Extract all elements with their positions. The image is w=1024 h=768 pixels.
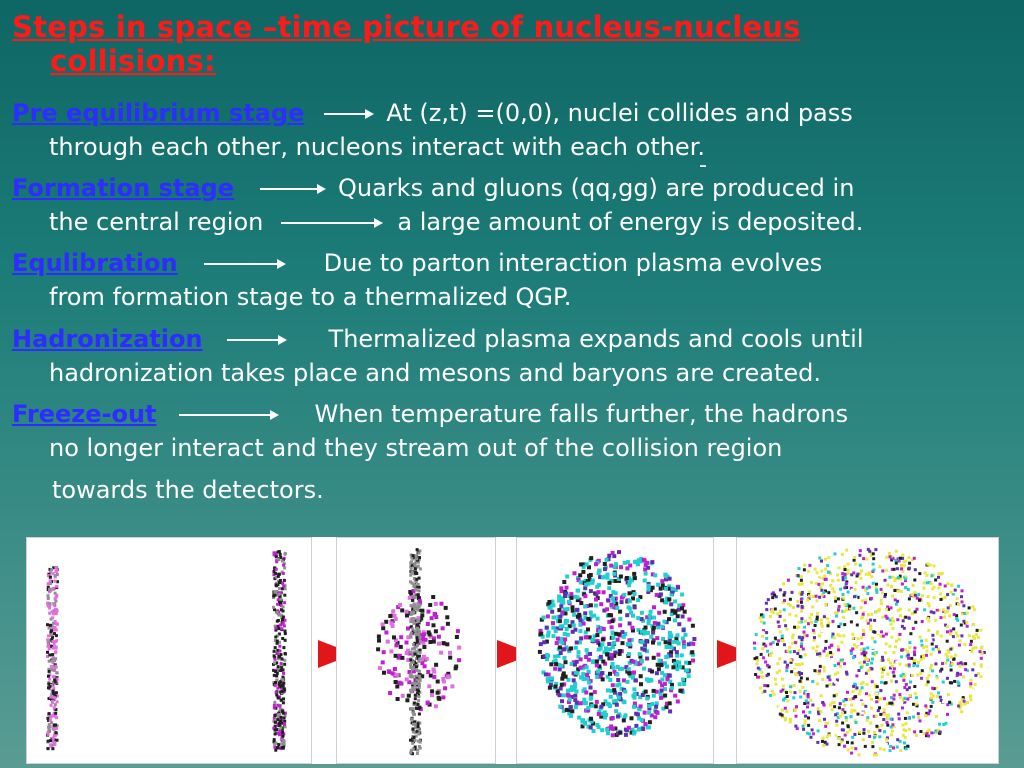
arrow-icon (324, 113, 372, 115)
arrow-icon (281, 222, 381, 224)
stage-term: Pre equilibrium stage (12, 99, 305, 127)
stage-description: Thermalized plasma expands and cools until (328, 325, 864, 353)
slide-title (12, 10, 972, 78)
panel-freeze-out (736, 537, 999, 764)
arrow-icon (227, 339, 285, 341)
stage-description: Due to parton interaction plasma evolves (323, 249, 823, 277)
stage-term: Freeze-out (12, 400, 157, 428)
stage-description-cont: from formation stage to a thermalized QGP. (49, 283, 572, 311)
arrow-icon (260, 188, 324, 190)
stage-freeze-out (12, 397, 1017, 507)
stage-description-cont: through each other, nucleons interact with each other. (49, 133, 705, 161)
text-segment: a large amount of energy is deposited. (397, 208, 864, 236)
panel-formation (336, 537, 496, 764)
panel-nuclei-approach (26, 537, 312, 764)
stage-description: Quarks and gluons (qq,gg) are produced in (338, 174, 855, 202)
overbar-mark: - (699, 153, 707, 178)
equilibration-image (517, 538, 713, 763)
arrow-icon (179, 414, 277, 416)
stage-hadronization (12, 322, 1017, 390)
stage-term: Formation stage (12, 174, 234, 202)
text-segment: the central region (49, 208, 264, 236)
formation-image (337, 538, 495, 763)
stage-formation (12, 171, 1017, 239)
panel-equilibration (516, 537, 714, 764)
stage-pre-equilibrium (12, 96, 1017, 164)
stage-description-cont-2: towards the detectors. (52, 476, 324, 504)
stage-description: At (z,t) =(0,0), nuclei collides and pass (386, 99, 853, 127)
stage-description-cont (12, 205, 1017, 239)
stage-description-cont: hadronization takes place and mesons and baryons are created. (49, 359, 821, 387)
stage-term: Equlibration (12, 249, 178, 277)
nuclei-approach-image (27, 538, 311, 763)
freeze-out-image (737, 538, 998, 763)
title-line-1: Steps in space –time picture of nucleus-nucleus (12, 10, 801, 44)
stage-term: Hadronization (12, 325, 203, 353)
arrow-icon (204, 263, 284, 265)
stage-description-cont: no longer interact and they stream out of the collision region (49, 434, 783, 462)
stage-description: When temperature falls further, the hadrons (314, 400, 849, 428)
stage-equilibration (12, 246, 1017, 314)
title-line-2: collisions: (50, 44, 216, 78)
